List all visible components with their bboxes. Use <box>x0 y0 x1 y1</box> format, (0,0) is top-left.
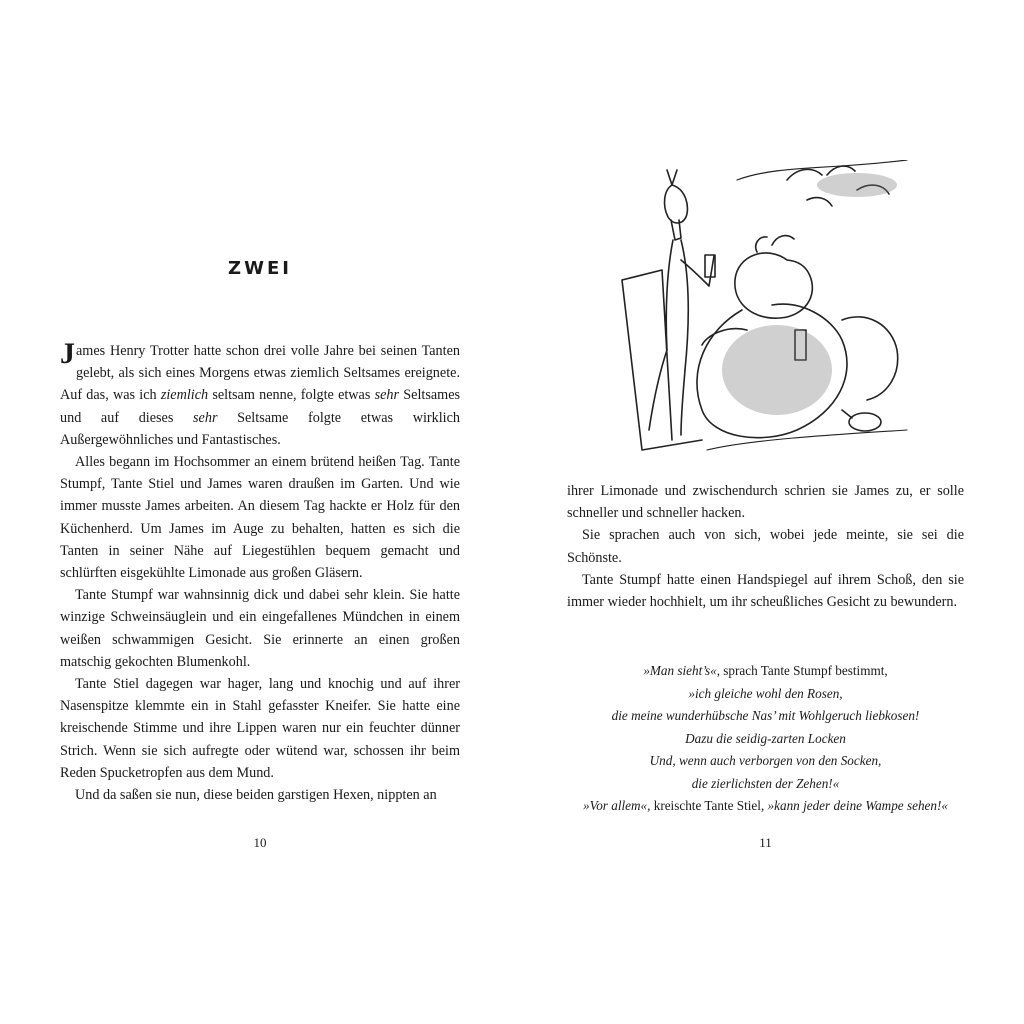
poem-line-5: Und, wenn auch verborgen von den Socken, <box>649 753 882 768</box>
paragraph-7: Tante Stumpf hatte einen Handspiegel auf ihrem Schoß, den sie immer wieder hochhielt, um ihr scheußliches Gesicht zu bewundern. <box>567 571 964 611</box>
poem-line-3: die meine wunderhübsche Nas’ mit Wohlgeruch liebkosen! <box>611 708 920 723</box>
poem-line-6: die zierlichsten der Zehen!« <box>691 775 840 791</box>
paragraph-4: Tante Stiel dagegen war hager, lang und knochig und auf ihrer Nasenspitze klemmte ein in Stahl gefasster Kneifer. Sie hatte eine kreischende Stimme und ihre Lippen waren nur ein feuchter dünner Strich. Wenn sie sich aufregte oder wütend war, schossen ihr beim Reden Spucketropfen aus dem Mund. <box>60 676 460 781</box>
left-page <box>60 0 460 1024</box>
paragraph-2: Alles begann im Hochsommer an einem brütend heißen Tag. Tante Stumpf, Tante Stiel und James waren draußen im Garten. Und wie immer musste James arbeiten. An diesem Tag hackte er Holz für den Küchenherd. Um James im Auge zu behalten, hatten es sich die Tanten in seiner Nähe auf Liegestühlen bequem gemacht und schlürften eisgekühlte Limonade aus großen Gläsern. <box>60 454 460 582</box>
paragraph-6: Sie sprachen auch von sich, wobei jede meinte, sie sei die Schönste. <box>567 527 964 566</box>
left-body-text <box>60 337 461 806</box>
paragraph-3: Tante Stumpf war wahnsinnig dick und dabei sehr klein. Sie hatte winzige Schweinsäuglein und ein eingefallenes Mündchen in einem weißen schwammigen Gesicht. Sie erinnerte an einen großen matschig gekochten Blumenkohl. <box>60 587 460 670</box>
right-page <box>567 0 964 1024</box>
right-body-text <box>567 480 964 613</box>
poem-line-2: »ich gleiche wohl den Rosen, <box>688 685 843 701</box>
page-number-right: 11 <box>759 835 772 850</box>
page-number-left: 10 <box>253 835 267 850</box>
paragraph-5: Und da saßen sie nun, diese beiden garstigen Hexen, nippten an <box>75 787 437 804</box>
aunts-illustration <box>607 160 927 455</box>
drop-cap: J <box>60 337 75 370</box>
poem-line-1: »Man sieht’s«, sprach Tante Stumpf bestimmt, <box>643 663 888 678</box>
paragraph-continued: ihrer Limonade und zwischendurch schrien sie James zu, er solle schneller und schneller hacken. <box>567 483 964 522</box>
poem-line-7: »Vor allem«, kreischte Tante Stiel, »kann jeder deine Wampe sehen!« <box>583 798 948 813</box>
paragraph-1: James Henry Trotter hatte schon drei volle Jahre bei seinen Tanten gelebt, als sich eines Morgens etwas ziemlich Seltsames ereignete. Auf das, was ich ziemlich seltsam nenne, folgte etwas sehr Seltsames und auf dieses sehr Seltsame folgte etwas wirklich Außergewöhnliches und Fantastisches. <box>60 337 461 448</box>
poem <box>567 660 964 818</box>
poem-line-4: Dazu die seidig-zarten Locken <box>685 730 846 746</box>
chapter-title: ZWEI <box>228 258 292 279</box>
